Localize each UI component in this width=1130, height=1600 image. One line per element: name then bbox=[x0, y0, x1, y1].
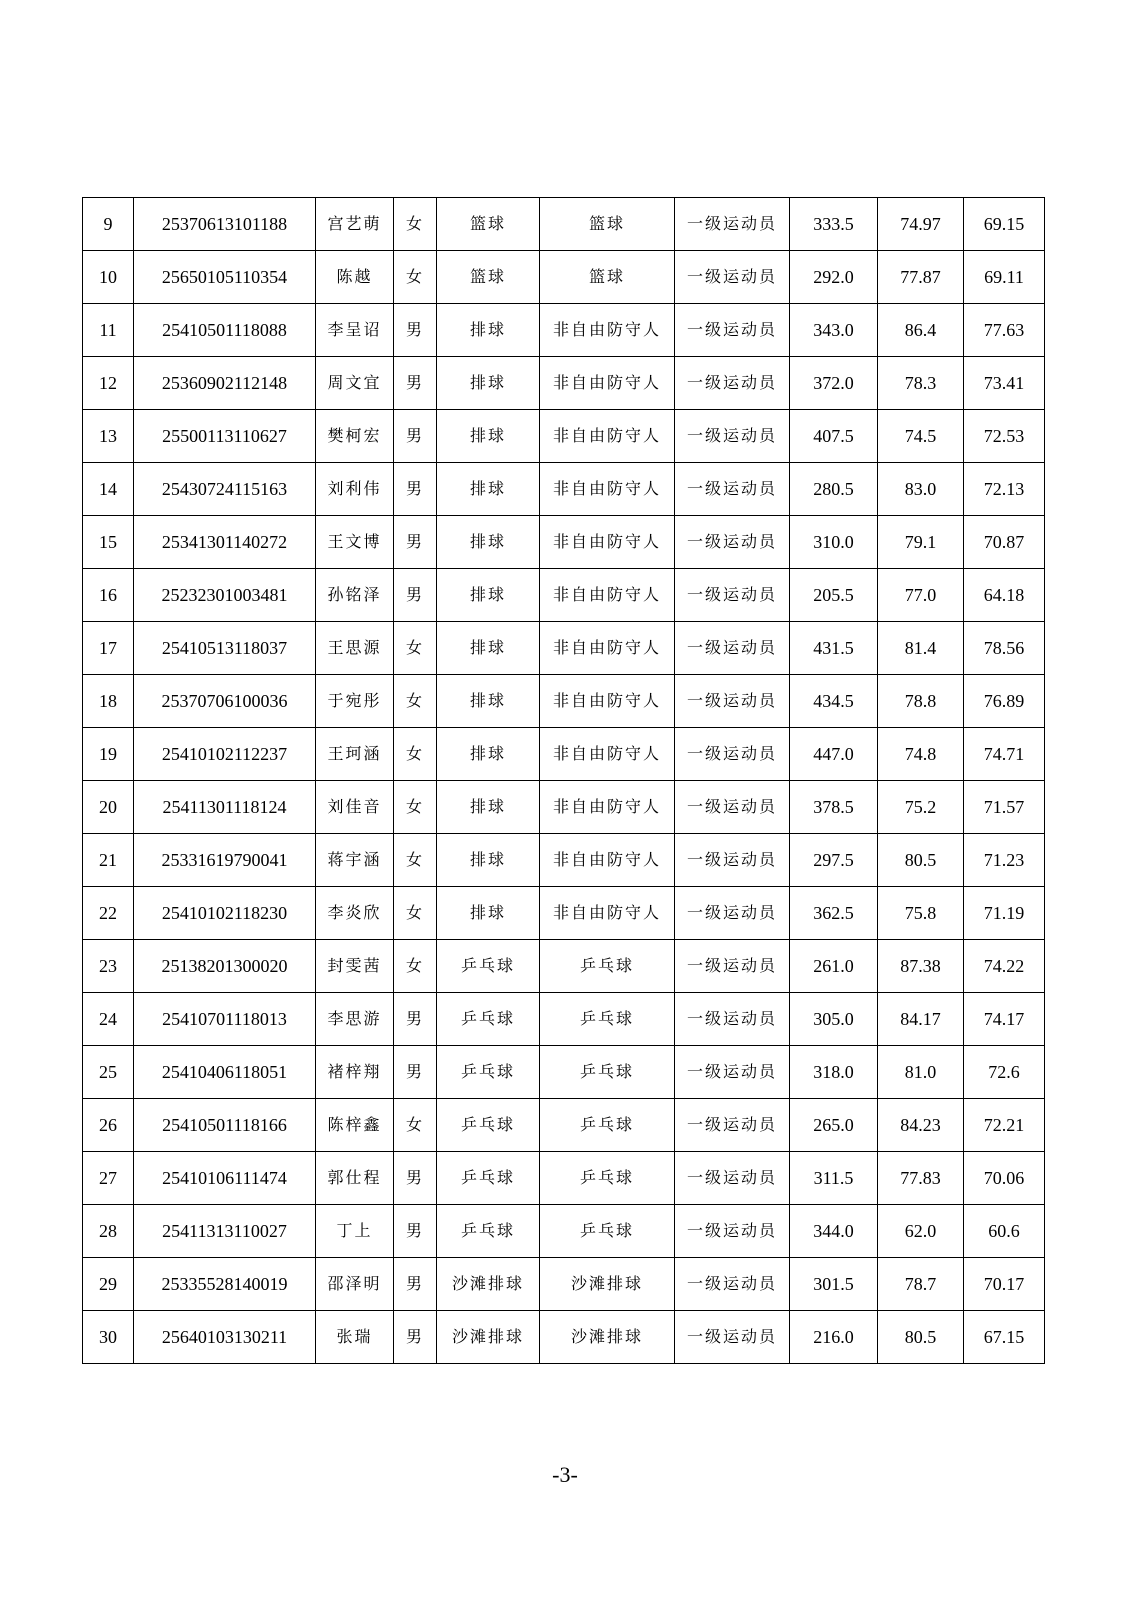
table-row bbox=[83, 410, 1045, 463]
cell-name: 周文宜 bbox=[316, 357, 394, 410]
cell-total-score: 60.6 bbox=[964, 1205, 1045, 1258]
cell-gender: 女 bbox=[394, 781, 437, 834]
cell-candidate-id: 25650105110354 bbox=[134, 251, 316, 304]
cell-name: 李炎欣 bbox=[316, 887, 394, 940]
cell-total-score: 73.41 bbox=[964, 357, 1045, 410]
cell-athlete-level: 一级运动员 bbox=[675, 1311, 790, 1364]
cell-row-number: 16 bbox=[83, 569, 134, 622]
cell-score-1: 301.5 bbox=[790, 1258, 878, 1311]
cell-total-score: 69.11 bbox=[964, 251, 1045, 304]
cell-score-1: 362.5 bbox=[790, 887, 878, 940]
cell-sport: 篮球 bbox=[437, 251, 540, 304]
cell-name: 樊柯宏 bbox=[316, 410, 394, 463]
cell-event: 非自由防守人 bbox=[540, 463, 675, 516]
cell-score-2: 74.97 bbox=[878, 198, 964, 251]
cell-score-1: 280.5 bbox=[790, 463, 878, 516]
cell-name: 郭仕程 bbox=[316, 1152, 394, 1205]
cell-score-1: 265.0 bbox=[790, 1099, 878, 1152]
table-row bbox=[83, 516, 1045, 569]
cell-athlete-level: 一级运动员 bbox=[675, 1258, 790, 1311]
cell-score-2: 87.38 bbox=[878, 940, 964, 993]
cell-score-2: 75.8 bbox=[878, 887, 964, 940]
cell-name: 邵泽明 bbox=[316, 1258, 394, 1311]
table-row bbox=[83, 887, 1045, 940]
cell-score-2: 78.8 bbox=[878, 675, 964, 728]
cell-athlete-level: 一级运动员 bbox=[675, 622, 790, 675]
cell-name: 封雯茜 bbox=[316, 940, 394, 993]
cell-name: 王思源 bbox=[316, 622, 394, 675]
cell-sport: 排球 bbox=[437, 516, 540, 569]
cell-gender: 男 bbox=[394, 516, 437, 569]
cell-gender: 女 bbox=[394, 198, 437, 251]
cell-row-number: 23 bbox=[83, 940, 134, 993]
cell-score-2: 78.7 bbox=[878, 1258, 964, 1311]
cell-candidate-id: 25410102118230 bbox=[134, 887, 316, 940]
cell-athlete-level: 一级运动员 bbox=[675, 516, 790, 569]
cell-event: 篮球 bbox=[540, 251, 675, 304]
cell-event: 乒乓球 bbox=[540, 940, 675, 993]
table-row bbox=[83, 940, 1045, 993]
cell-gender: 男 bbox=[394, 569, 437, 622]
cell-row-number: 9 bbox=[83, 198, 134, 251]
cell-total-score: 71.23 bbox=[964, 834, 1045, 887]
cell-candidate-id: 25410501118088 bbox=[134, 304, 316, 357]
cell-gender: 男 bbox=[394, 463, 437, 516]
cell-total-score: 77.63 bbox=[964, 304, 1045, 357]
cell-athlete-level: 一级运动员 bbox=[675, 887, 790, 940]
cell-total-score: 67.15 bbox=[964, 1311, 1045, 1364]
cell-sport: 沙滩排球 bbox=[437, 1311, 540, 1364]
cell-total-score: 64.18 bbox=[964, 569, 1045, 622]
cell-row-number: 19 bbox=[83, 728, 134, 781]
cell-gender: 男 bbox=[394, 1311, 437, 1364]
cell-name: 李思游 bbox=[316, 993, 394, 1046]
cell-candidate-id: 25138201300020 bbox=[134, 940, 316, 993]
cell-score-1: 292.0 bbox=[790, 251, 878, 304]
table-body bbox=[83, 198, 1045, 1364]
cell-candidate-id: 25370613101188 bbox=[134, 198, 316, 251]
cell-athlete-level: 一级运动员 bbox=[675, 940, 790, 993]
cell-score-1: 333.5 bbox=[790, 198, 878, 251]
cell-sport: 篮球 bbox=[437, 198, 540, 251]
cell-score-2: 77.87 bbox=[878, 251, 964, 304]
cell-score-1: 447.0 bbox=[790, 728, 878, 781]
cell-score-2: 81.0 bbox=[878, 1046, 964, 1099]
cell-event: 篮球 bbox=[540, 198, 675, 251]
cell-row-number: 15 bbox=[83, 516, 134, 569]
cell-total-score: 74.17 bbox=[964, 993, 1045, 1046]
cell-athlete-level: 一级运动员 bbox=[675, 993, 790, 1046]
cell-gender: 男 bbox=[394, 304, 437, 357]
cell-total-score: 74.22 bbox=[964, 940, 1045, 993]
cell-row-number: 24 bbox=[83, 993, 134, 1046]
table-row bbox=[83, 1046, 1045, 1099]
cell-gender: 男 bbox=[394, 1258, 437, 1311]
table-row bbox=[83, 728, 1045, 781]
cell-candidate-id: 25335528140019 bbox=[134, 1258, 316, 1311]
cell-name: 刘佳音 bbox=[316, 781, 394, 834]
table-row bbox=[83, 198, 1045, 251]
cell-name: 王珂涵 bbox=[316, 728, 394, 781]
cell-event: 非自由防守人 bbox=[540, 622, 675, 675]
cell-total-score: 76.89 bbox=[964, 675, 1045, 728]
table-row bbox=[83, 1205, 1045, 1258]
cell-gender: 女 bbox=[394, 728, 437, 781]
cell-event: 非自由防守人 bbox=[540, 410, 675, 463]
cell-name: 丁上 bbox=[316, 1205, 394, 1258]
cell-candidate-id: 25370706100036 bbox=[134, 675, 316, 728]
cell-score-2: 62.0 bbox=[878, 1205, 964, 1258]
cell-candidate-id: 25411313110027 bbox=[134, 1205, 316, 1258]
table-row bbox=[83, 834, 1045, 887]
cell-gender: 女 bbox=[394, 1099, 437, 1152]
cell-candidate-id: 25410513118037 bbox=[134, 622, 316, 675]
cell-name: 刘利伟 bbox=[316, 463, 394, 516]
cell-score-1: 343.0 bbox=[790, 304, 878, 357]
cell-athlete-level: 一级运动员 bbox=[675, 834, 790, 887]
cell-total-score: 72.13 bbox=[964, 463, 1045, 516]
cell-score-2: 80.5 bbox=[878, 834, 964, 887]
cell-score-1: 318.0 bbox=[790, 1046, 878, 1099]
cell-total-score: 70.87 bbox=[964, 516, 1045, 569]
cell-event: 非自由防守人 bbox=[540, 887, 675, 940]
cell-sport: 排球 bbox=[437, 834, 540, 887]
cell-athlete-level: 一级运动员 bbox=[675, 198, 790, 251]
cell-score-2: 78.3 bbox=[878, 357, 964, 410]
cell-row-number: 10 bbox=[83, 251, 134, 304]
cell-gender: 男 bbox=[394, 1152, 437, 1205]
cell-athlete-level: 一级运动员 bbox=[675, 569, 790, 622]
cell-score-1: 372.0 bbox=[790, 357, 878, 410]
cell-candidate-id: 25410406118051 bbox=[134, 1046, 316, 1099]
cell-athlete-level: 一级运动员 bbox=[675, 463, 790, 516]
cell-candidate-id: 25430724115163 bbox=[134, 463, 316, 516]
cell-score-1: 261.0 bbox=[790, 940, 878, 993]
cell-event: 乒乓球 bbox=[540, 1205, 675, 1258]
cell-score-1: 311.5 bbox=[790, 1152, 878, 1205]
cell-candidate-id: 25410501118166 bbox=[134, 1099, 316, 1152]
table-row bbox=[83, 622, 1045, 675]
cell-score-1: 305.0 bbox=[790, 993, 878, 1046]
cell-athlete-level: 一级运动员 bbox=[675, 1046, 790, 1099]
results-table bbox=[82, 197, 1045, 1364]
cell-sport: 排球 bbox=[437, 357, 540, 410]
cell-gender: 女 bbox=[394, 622, 437, 675]
cell-score-2: 80.5 bbox=[878, 1311, 964, 1364]
cell-event: 非自由防守人 bbox=[540, 675, 675, 728]
cell-score-2: 84.23 bbox=[878, 1099, 964, 1152]
cell-row-number: 28 bbox=[83, 1205, 134, 1258]
cell-row-number: 26 bbox=[83, 1099, 134, 1152]
cell-score-2: 83.0 bbox=[878, 463, 964, 516]
cell-gender: 女 bbox=[394, 675, 437, 728]
cell-candidate-id: 25232301003481 bbox=[134, 569, 316, 622]
cell-gender: 男 bbox=[394, 410, 437, 463]
cell-sport: 排球 bbox=[437, 569, 540, 622]
table-row bbox=[83, 675, 1045, 728]
cell-event: 乒乓球 bbox=[540, 1099, 675, 1152]
cell-score-2: 79.1 bbox=[878, 516, 964, 569]
cell-sport: 排球 bbox=[437, 622, 540, 675]
cell-score-1: 205.5 bbox=[790, 569, 878, 622]
cell-total-score: 70.06 bbox=[964, 1152, 1045, 1205]
table-row bbox=[83, 1311, 1045, 1364]
cell-score-1: 434.5 bbox=[790, 675, 878, 728]
cell-candidate-id: 25411301118124 bbox=[134, 781, 316, 834]
cell-gender: 女 bbox=[394, 940, 437, 993]
cell-row-number: 30 bbox=[83, 1311, 134, 1364]
cell-athlete-level: 一级运动员 bbox=[675, 304, 790, 357]
cell-row-number: 25 bbox=[83, 1046, 134, 1099]
cell-score-1: 378.5 bbox=[790, 781, 878, 834]
cell-row-number: 14 bbox=[83, 463, 134, 516]
table-row bbox=[83, 781, 1045, 834]
page-number: -3- bbox=[552, 1462, 578, 1487]
cell-event: 沙滩排球 bbox=[540, 1311, 675, 1364]
cell-score-2: 74.8 bbox=[878, 728, 964, 781]
cell-event: 非自由防守人 bbox=[540, 569, 675, 622]
cell-name: 陈越 bbox=[316, 251, 394, 304]
cell-candidate-id: 25360902112148 bbox=[134, 357, 316, 410]
cell-athlete-level: 一级运动员 bbox=[675, 1205, 790, 1258]
cell-score-1: 431.5 bbox=[790, 622, 878, 675]
cell-total-score: 72.6 bbox=[964, 1046, 1045, 1099]
cell-name: 李呈诏 bbox=[316, 304, 394, 357]
cell-name: 王文博 bbox=[316, 516, 394, 569]
cell-event: 非自由防守人 bbox=[540, 516, 675, 569]
cell-sport: 乒乓球 bbox=[437, 1046, 540, 1099]
cell-sport: 乒乓球 bbox=[437, 1152, 540, 1205]
cell-name: 褚梓翔 bbox=[316, 1046, 394, 1099]
cell-event: 非自由防守人 bbox=[540, 834, 675, 887]
cell-sport: 乒乓球 bbox=[437, 1099, 540, 1152]
cell-total-score: 72.21 bbox=[964, 1099, 1045, 1152]
cell-athlete-level: 一级运动员 bbox=[675, 1152, 790, 1205]
cell-sport: 排球 bbox=[437, 675, 540, 728]
cell-event: 乒乓球 bbox=[540, 1152, 675, 1205]
cell-score-2: 74.5 bbox=[878, 410, 964, 463]
cell-candidate-id: 25410102112237 bbox=[134, 728, 316, 781]
cell-event: 非自由防守人 bbox=[540, 357, 675, 410]
cell-candidate-id: 25331619790041 bbox=[134, 834, 316, 887]
cell-sport: 排球 bbox=[437, 728, 540, 781]
cell-event: 非自由防守人 bbox=[540, 304, 675, 357]
cell-sport: 排球 bbox=[437, 887, 540, 940]
cell-event: 沙滩排球 bbox=[540, 1258, 675, 1311]
cell-row-number: 11 bbox=[83, 304, 134, 357]
cell-total-score: 72.53 bbox=[964, 410, 1045, 463]
cell-score-2: 77.0 bbox=[878, 569, 964, 622]
table-row bbox=[83, 357, 1045, 410]
cell-gender: 男 bbox=[394, 1046, 437, 1099]
table-row bbox=[83, 1152, 1045, 1205]
cell-athlete-level: 一级运动员 bbox=[675, 728, 790, 781]
cell-row-number: 29 bbox=[83, 1258, 134, 1311]
cell-name: 宫艺萌 bbox=[316, 198, 394, 251]
cell-score-1: 216.0 bbox=[790, 1311, 878, 1364]
cell-row-number: 22 bbox=[83, 887, 134, 940]
cell-total-score: 71.57 bbox=[964, 781, 1045, 834]
cell-total-score: 69.15 bbox=[964, 198, 1045, 251]
table-row bbox=[83, 1258, 1045, 1311]
cell-gender: 男 bbox=[394, 1205, 437, 1258]
cell-row-number: 20 bbox=[83, 781, 134, 834]
cell-event: 非自由防守人 bbox=[540, 781, 675, 834]
cell-total-score: 74.71 bbox=[964, 728, 1045, 781]
table-row bbox=[83, 251, 1045, 304]
cell-name: 蒋宇涵 bbox=[316, 834, 394, 887]
cell-total-score: 71.19 bbox=[964, 887, 1045, 940]
cell-sport: 乒乓球 bbox=[437, 1205, 540, 1258]
cell-gender: 男 bbox=[394, 357, 437, 410]
cell-sport: 排球 bbox=[437, 463, 540, 516]
cell-candidate-id: 25500113110627 bbox=[134, 410, 316, 463]
cell-athlete-level: 一级运动员 bbox=[675, 357, 790, 410]
cell-score-1: 297.5 bbox=[790, 834, 878, 887]
cell-gender: 女 bbox=[394, 251, 437, 304]
cell-score-1: 310.0 bbox=[790, 516, 878, 569]
table-row bbox=[83, 1099, 1045, 1152]
cell-name: 孙铭泽 bbox=[316, 569, 394, 622]
cell-row-number: 21 bbox=[83, 834, 134, 887]
cell-sport: 沙滩排球 bbox=[437, 1258, 540, 1311]
cell-athlete-level: 一级运动员 bbox=[675, 675, 790, 728]
table-row bbox=[83, 463, 1045, 516]
cell-candidate-id: 25410106111474 bbox=[134, 1152, 316, 1205]
cell-athlete-level: 一级运动员 bbox=[675, 251, 790, 304]
table-row bbox=[83, 304, 1045, 357]
cell-gender: 女 bbox=[394, 887, 437, 940]
table-row bbox=[83, 993, 1045, 1046]
cell-gender: 男 bbox=[394, 993, 437, 1046]
cell-sport: 乒乓球 bbox=[437, 940, 540, 993]
cell-sport: 乒乓球 bbox=[437, 993, 540, 1046]
cell-row-number: 17 bbox=[83, 622, 134, 675]
cell-candidate-id: 25640103130211 bbox=[134, 1311, 316, 1364]
cell-athlete-level: 一级运动员 bbox=[675, 410, 790, 463]
cell-score-2: 86.4 bbox=[878, 304, 964, 357]
cell-total-score: 78.56 bbox=[964, 622, 1045, 675]
cell-athlete-level: 一级运动员 bbox=[675, 781, 790, 834]
cell-gender: 女 bbox=[394, 834, 437, 887]
cell-score-2: 75.2 bbox=[878, 781, 964, 834]
cell-event: 非自由防守人 bbox=[540, 728, 675, 781]
cell-score-1: 407.5 bbox=[790, 410, 878, 463]
cell-event: 乒乓球 bbox=[540, 993, 675, 1046]
cell-score-2: 77.83 bbox=[878, 1152, 964, 1205]
cell-name: 于宛彤 bbox=[316, 675, 394, 728]
cell-row-number: 27 bbox=[83, 1152, 134, 1205]
cell-row-number: 18 bbox=[83, 675, 134, 728]
cell-athlete-level: 一级运动员 bbox=[675, 1099, 790, 1152]
cell-score-2: 84.17 bbox=[878, 993, 964, 1046]
cell-row-number: 12 bbox=[83, 357, 134, 410]
cell-score-1: 344.0 bbox=[790, 1205, 878, 1258]
cell-sport: 排球 bbox=[437, 410, 540, 463]
cell-candidate-id: 25410701118013 bbox=[134, 993, 316, 1046]
cell-sport: 排球 bbox=[437, 304, 540, 357]
cell-candidate-id: 25341301140272 bbox=[134, 516, 316, 569]
cell-name: 陈梓鑫 bbox=[316, 1099, 394, 1152]
cell-row-number: 13 bbox=[83, 410, 134, 463]
cell-total-score: 70.17 bbox=[964, 1258, 1045, 1311]
cell-event: 乒乓球 bbox=[540, 1046, 675, 1099]
cell-name: 张瑞 bbox=[316, 1311, 394, 1364]
table-row bbox=[83, 569, 1045, 622]
cell-sport: 排球 bbox=[437, 781, 540, 834]
cell-score-2: 81.4 bbox=[878, 622, 964, 675]
